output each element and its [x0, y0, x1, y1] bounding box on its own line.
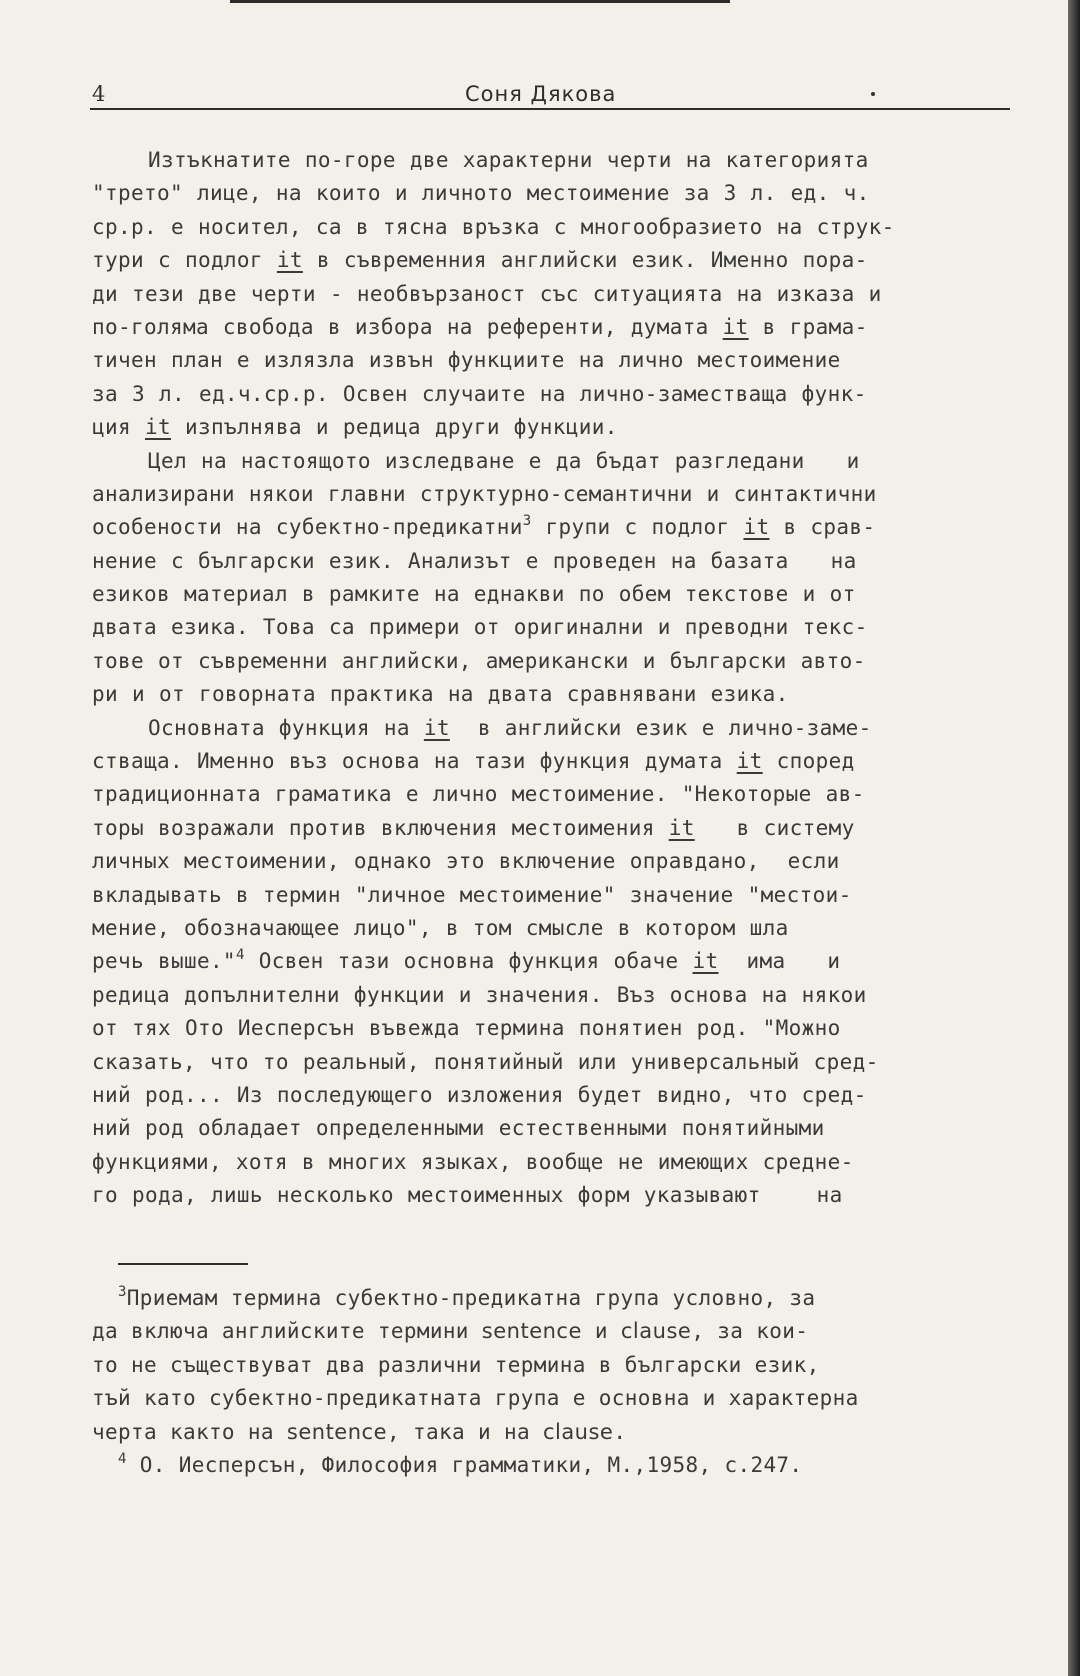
term-it: it [722, 314, 749, 339]
text-line: ция it изпълнява и редица други функции. [92, 415, 618, 440]
text-line: от тях Ото Иесперсън въвежда термина понятиен род. "Можно [92, 1016, 841, 1041]
text-line: традиционната граматика е лично местоимение. "Некоторые ав- [92, 782, 865, 807]
footnote-separator [118, 1263, 248, 1265]
text-line: тичен план е излязла извън функциите на лично местоимение [92, 348, 841, 373]
text-line: сказать, что то реальный, понятийный или универсальный сред- [92, 1049, 879, 1074]
main-text [92, 144, 1022, 1213]
text-line: ср.р. е носител, са в тясна връзка с многообразието на струк- [92, 214, 895, 239]
text-line: "трето" лице, на които и личното местоимение за 3 л. ед. ч. [92, 181, 870, 206]
text-line: личных местоимении, однако это включение оправдано, если [92, 849, 840, 874]
text-line: мение, обозначающее лицо", в том смысле в котором шла [92, 915, 789, 940]
text-line: стваща. Именно въз основа на тази функция думата it според [92, 749, 855, 774]
text-line: то не съществуват два различни термина в български език, [92, 1352, 820, 1377]
text-line: тъй като субектно-предикатната група е основна и характерна [92, 1386, 859, 1411]
page-right-edge-shadow [1068, 0, 1080, 1676]
footnote-marker: 4 [235, 947, 245, 964]
term-it: it [144, 415, 171, 440]
text-line: по-голяма свобода в избора на референти, думата it в грама- [92, 314, 868, 339]
term-it: it [668, 815, 695, 840]
footnote-marker: 3 [522, 513, 532, 530]
english-term: clause [542, 1419, 614, 1444]
text-line: ри и от говорната практика на двата сравнявани езика. [92, 682, 789, 707]
text-line: за 3 л. ед.ч.ср.р. Освен случаите на лично-заместваща функ- [92, 381, 867, 406]
text-line: езиков материал в рамките на еднакви по обем текстове и от [92, 582, 856, 607]
text-line: ний род обладает определенными естественными понятийными [92, 1116, 825, 1141]
text-line: особености на субектно-предикатни$^3$ групи с подлог it в срав- [92, 513, 876, 540]
english-term: clause [620, 1319, 692, 1344]
text-line: Цел на настоящото изследване е да бъдат разгледани и [92, 448, 860, 473]
text-line: тури с подлог it в съвременния английски език. Именно пора- [92, 248, 868, 273]
text-line: Основната функция на it в английски език е лично-заме- [92, 715, 872, 740]
term-it: it [692, 949, 719, 974]
text-line: да включа английските термини sentence и clause, за кои- [92, 1319, 809, 1344]
text-line: редица допълнителни функции и значения. Въз основа на някои [92, 982, 867, 1007]
footnote-marker: 3 [118, 1284, 127, 1300]
text-line: го рода, лишь несколько местоименных форм указывают на [92, 1183, 843, 1208]
text-line: $^4$ О. Иесперсън, Философия грамматики, М.,1958, с.247. [118, 1450, 803, 1477]
footnote-marker: 4 [118, 1450, 127, 1467]
english-term: sentence [481, 1319, 582, 1344]
text-line: черта както на sentence, така и на clause. [92, 1419, 627, 1444]
text-line: $^3$Приемам термина субектно-предикатна група условно, за [118, 1284, 816, 1310]
text-line: функциями, хотя в многих языках, вообще не имеющих средне- [92, 1149, 854, 1174]
page-header [90, 80, 1010, 110]
paragraph-3 [92, 712, 1022, 1213]
term-it: it [743, 515, 770, 540]
term-it: it [423, 715, 450, 740]
text-line: торы возражали против включения местоимения it в систему [92, 815, 855, 840]
english-term: sentence [286, 1419, 388, 1444]
running-head-author: Соня Дякова [465, 82, 617, 106]
text-line: двата езика. Това са примери от оригинални и преводни текс- [92, 615, 868, 640]
footnote-1 [92, 1282, 1022, 1449]
paragraph-1 [92, 144, 1022, 445]
text-line: вкладывать в термин "личное местоимение" значение "местои- [92, 882, 852, 907]
text-line: ди тези две черти - необвързаност със ситуацията на изказа и [92, 281, 882, 306]
text-line: тове от съвременни английски, американски и български авто- [92, 648, 866, 673]
text-line: нение с български език. Анализът е проведен на базата на [92, 548, 857, 573]
page-number: 4 [92, 82, 106, 106]
footnotes [92, 1282, 1022, 1482]
header-dot [871, 92, 875, 96]
top-edge-rule [230, 0, 730, 3]
term-it: it [736, 749, 763, 774]
text-line: Изтъкнатите по-горе две характерни черти на категорията [92, 148, 869, 172]
term-it: it [276, 248, 303, 273]
text-line: речь выше."$^4$ Освен тази основна функция обаче it има и [92, 947, 841, 974]
text-line: ний род... Из последующего изложения будет видно, что сред- [92, 1082, 867, 1107]
text-line: анализирани някои главни структурно-семантични и синтактични [92, 481, 877, 506]
header-rule [90, 108, 1010, 110]
paragraph-2 [92, 445, 1022, 712]
footnote-2 [92, 1449, 1022, 1482]
